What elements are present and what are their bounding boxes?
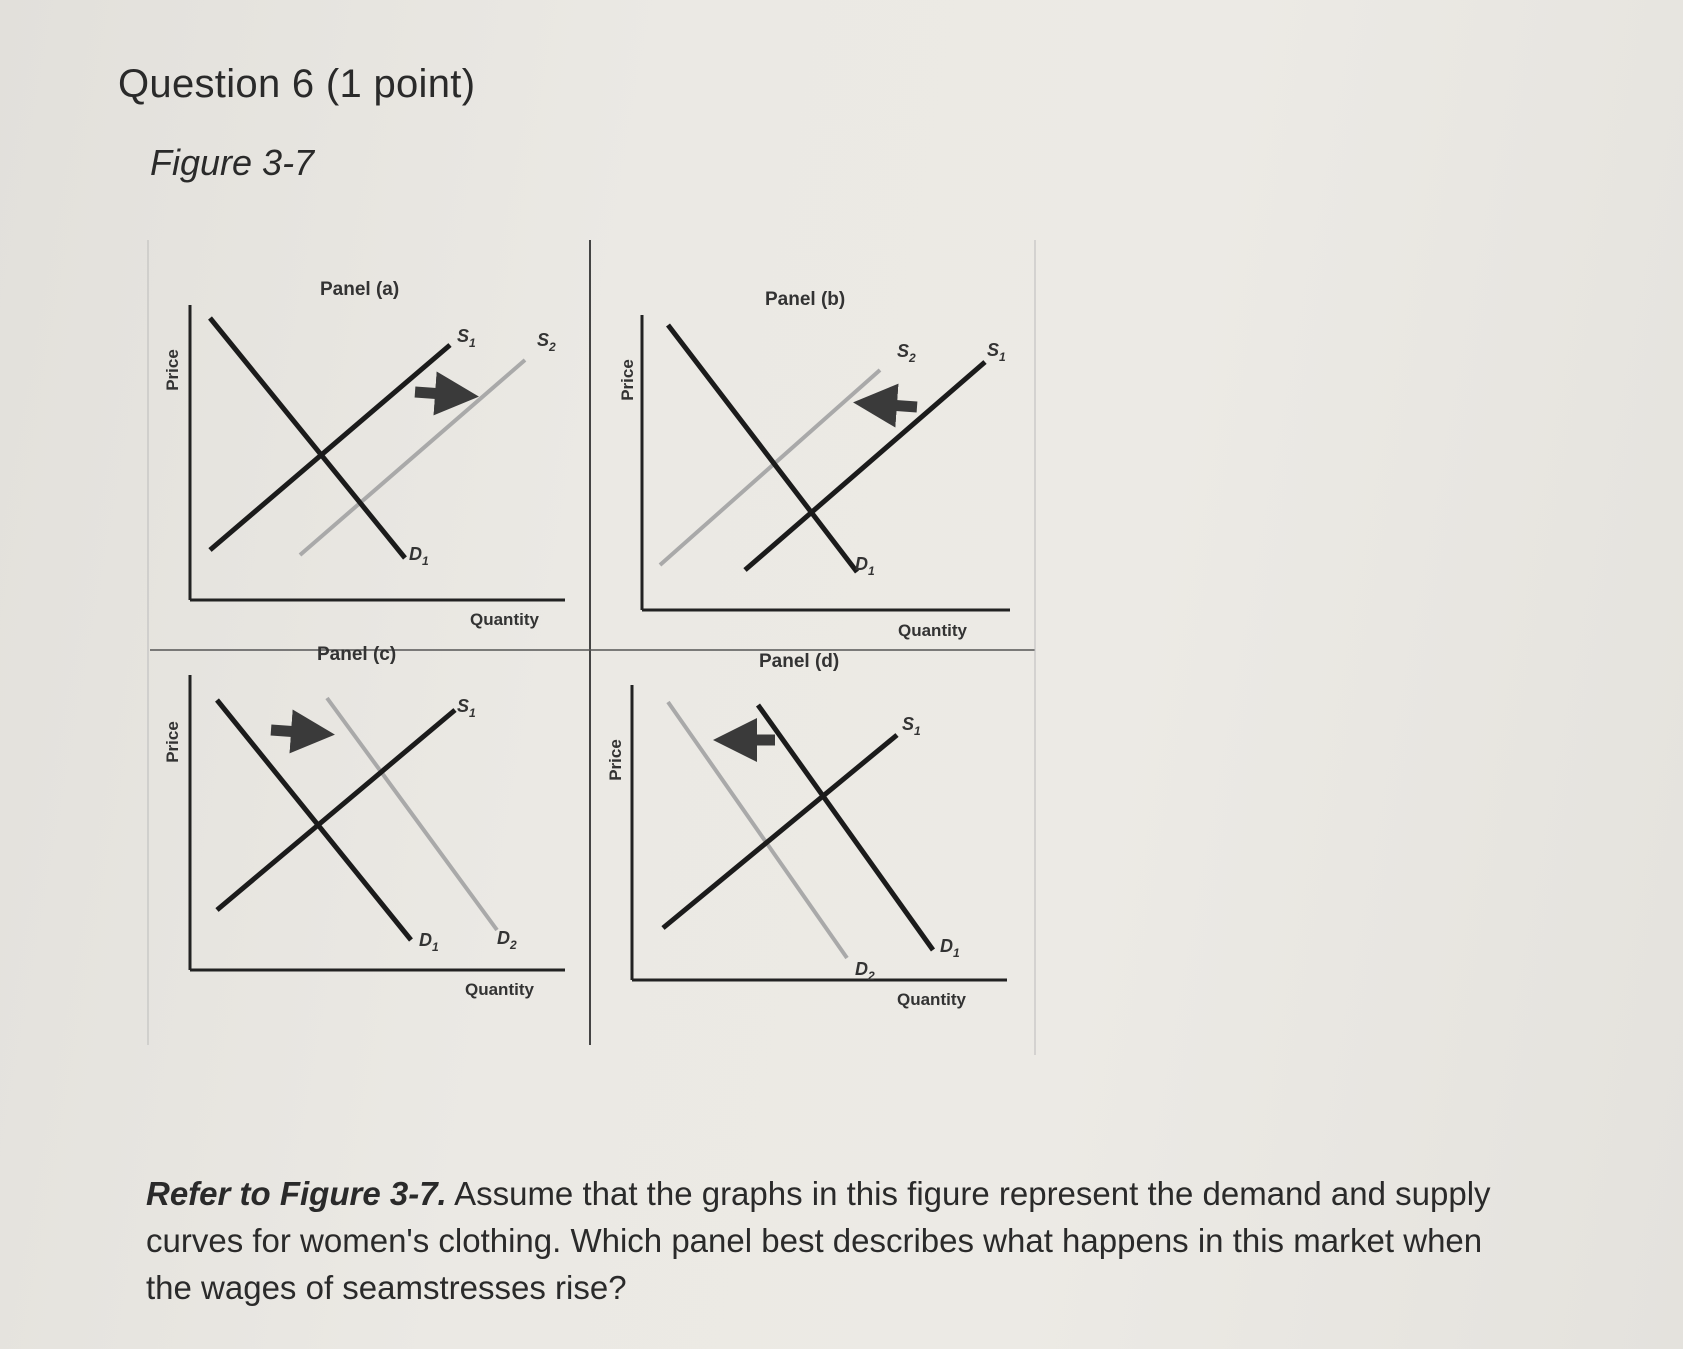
panel-a-d1-label: $D_1$ <box>409 544 429 568</box>
panel-a-s1-curve <box>210 345 450 550</box>
panel-a-price-label: Price <box>163 349 182 391</box>
panel-b-price-label: Price <box>618 359 637 401</box>
panel-a <box>163 279 565 629</box>
panel-c-d1-label: $D_1$ <box>419 930 439 954</box>
panel-c-d2-label: $D_2$ <box>497 928 517 952</box>
panel-a-quantity-label: Quantity <box>470 610 539 629</box>
question-number: Question 6 <box>118 62 315 106</box>
panel-a-s2-label: $S_2$ <box>537 330 556 354</box>
question-points: (1 point) <box>325 62 476 106</box>
figure-3-7 <box>145 240 1050 1060</box>
figure-title: Figure 3-7 <box>150 142 315 183</box>
panel-b-s1-label: $S_1$ <box>987 340 1006 364</box>
panel-d-label: Panel (d) <box>759 651 840 672</box>
question-title <box>118 62 475 107</box>
panel-d-price-label: Price <box>606 739 625 781</box>
panel-c-label: Panel (c) <box>317 644 397 665</box>
question-text <box>146 1170 1526 1311</box>
figure-svg <box>145 240 1050 1060</box>
panel-d-s1-label: $S_1$ <box>902 714 921 738</box>
panel-d-quantity-label: Quantity <box>897 990 966 1009</box>
panel-d-s1-curve <box>663 735 897 928</box>
question-body: Assume that the graphs in this figure represent the demand and supply curves for women's clothing. Which panel best describes what happens in this market when the wages of seamstresses rise? <box>146 1175 1491 1306</box>
panel-b-label: Panel (b) <box>765 289 846 310</box>
panel-b-s2-curve <box>660 370 880 565</box>
panel-b-s1-curve <box>745 362 985 570</box>
panel-c-price-label: Price <box>163 721 182 763</box>
panel-c-s1-curve <box>217 710 455 910</box>
panel-a-s2-curve <box>300 360 525 555</box>
panel-d <box>606 651 1007 1009</box>
panel-c-d2-curve <box>327 698 497 930</box>
panel-b <box>618 289 1010 640</box>
panel-d-d2-label: $D_2$ <box>855 959 875 983</box>
panel-c-d1-curve <box>217 700 411 940</box>
panel-a-shift-arrow <box>415 392 457 395</box>
panel-d-d1-label: $D_1$ <box>940 936 960 960</box>
figure-reference: Refer to Figure 3-7. <box>146 1175 447 1212</box>
panel-b-d1-label: $D_1$ <box>855 554 875 578</box>
panel-c-quantity-label: Quantity <box>465 980 534 999</box>
panel-b-shift-arrow <box>875 404 917 407</box>
panel-c-shift-arrow <box>271 730 313 733</box>
panel-c-s1-label: $S_1$ <box>457 696 476 720</box>
panel-a-s1-label: $S_1$ <box>457 326 476 350</box>
panel-b-quantity-label: Quantity <box>898 621 967 640</box>
panel-c <box>163 644 565 999</box>
panel-b-s2-label: $S_2$ <box>897 341 916 365</box>
panel-a-label: Panel (a) <box>320 279 400 300</box>
